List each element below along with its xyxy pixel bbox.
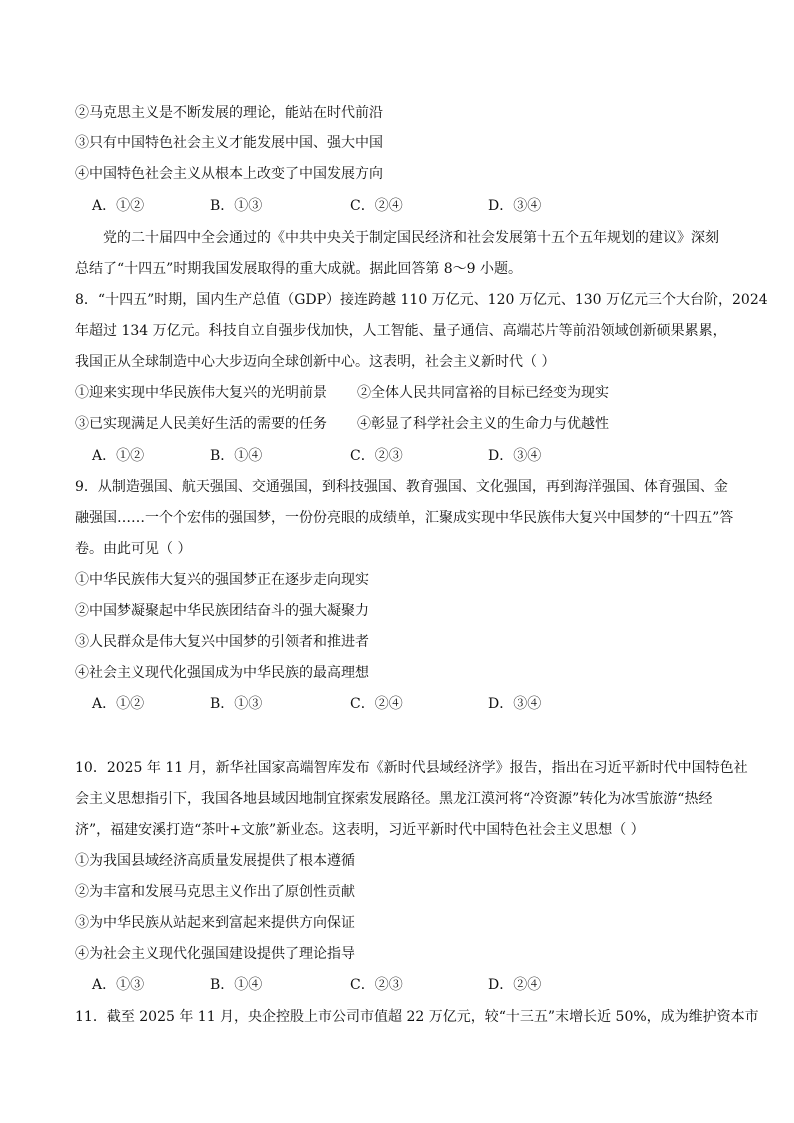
q10-stem-line-2: 会主义思想指引下，我国各地县域因地制宜探索发展路径。黑龙江漠河将“冷资源”转化为冰雪旅游“热经 bbox=[75, 791, 713, 807]
q9-choice-c: C．②④ bbox=[350, 696, 403, 712]
q8-choice-a: A．①② bbox=[92, 448, 145, 464]
q9-choice-b: B．①③ bbox=[210, 696, 263, 712]
q9-stem-line-3: 卷。由此可见（ ） bbox=[75, 541, 192, 557]
q9-stem-line-2: 融强国……一个个宏伟的强国梦，一份份亮眼的成绩单，汇聚成实现中华民族伟大复兴中国梦的“十四五”答 bbox=[75, 510, 734, 526]
q10-option-2: ②为丰富和发展马克思主义作出了原创性贡献 bbox=[75, 884, 355, 900]
material-intro-line-1: 党的二十届四中全会通过的《中共中央关于制定国民经济和社会发展第十五个五年规划的建议》深刻 bbox=[103, 230, 719, 246]
q7-option-4: ④中国特色社会主义从根本上改变了中国发展方向 bbox=[75, 166, 383, 182]
q10-stem-line-3: 济”，福建安溪打造“茶叶+文旅”新业态。这表明，习近平新时代中国特色社会主义思想（ ） bbox=[75, 822, 645, 838]
q9-choice-a: A．①② bbox=[92, 696, 145, 712]
q7-choice-d: D．③④ bbox=[488, 198, 542, 214]
q10-choice-a: A．①③ bbox=[92, 977, 145, 993]
q8-options-row-2 bbox=[75, 414, 739, 434]
q8-options-row-1 bbox=[75, 383, 739, 403]
q7-choice-c: C．②④ bbox=[350, 198, 403, 214]
q8-option-3: ③已实现满足人民美好生活的需要的任务 bbox=[75, 416, 327, 432]
q8-answer-choices bbox=[92, 446, 712, 466]
q7-option-2: ②马克思主义是不断发展的理论，能站在时代前沿 bbox=[75, 105, 383, 121]
material-intro-line-2: 总结了“十四五”时期我国发展取得的重大成就。据此回答第 8～9 小题。 bbox=[75, 261, 523, 277]
q9-option-2: ②中国梦凝聚起中华民族团结奋斗的强大凝聚力 bbox=[75, 603, 369, 619]
q7-answer-choices bbox=[92, 196, 712, 216]
q10-choice-b: B．①④ bbox=[210, 977, 263, 993]
q7-choice-b: B．①③ bbox=[210, 198, 263, 214]
q8-option-2: ②全体人民共同富裕的目标已经变为现实 bbox=[357, 385, 609, 401]
q8-stem-line-2: 年超过 134 万亿元。科技自立自强步伐加快，人工智能、量子通信、高端芯片等前沿领域创新硕果累累， bbox=[75, 323, 727, 339]
q8-choice-d: D．③④ bbox=[488, 448, 542, 464]
q9-answer-choices bbox=[92, 694, 712, 714]
q9-option-4: ④社会主义现代化强国成为中华民族的最高理想 bbox=[75, 665, 369, 681]
q7-option-3: ③只有中国特色社会主义才能发展中国、强大中国 bbox=[75, 135, 383, 151]
q10-answer-choices bbox=[92, 975, 712, 995]
q10-stem-line-1: 10．2025 年 11 月，新华社国家高端智库发布《新时代县域经济学》报告，指出在习近平新时代中国特色社 bbox=[75, 760, 748, 776]
q10-choice-d: D．②④ bbox=[488, 977, 542, 993]
q9-stem-line-1: 9．从制造强国、航天强国、交通强国，到科技强国、教育强国、文化强国，再到海洋强国、体育强国、金 bbox=[75, 479, 728, 495]
q9-option-3: ③人民群众是伟大复兴中国梦的引领者和推进者 bbox=[75, 634, 369, 650]
q10-option-3: ③为中华民族从站起来到富起来提供方向保证 bbox=[75, 915, 355, 931]
q11-stem-line-1: 11．截至 2025 年 11 月，央企控股上市公司市值超 22 万亿元，较“十三五”末增长近 50%，成为维护资本市 bbox=[75, 1009, 759, 1025]
q9-choice-d: D．③④ bbox=[488, 696, 542, 712]
q10-choice-c: C．②③ bbox=[350, 977, 403, 993]
q9-option-1: ①中华民族伟大复兴的强国梦正在逐步走向现实 bbox=[75, 572, 369, 588]
q8-stem-line-1: 8．“十四五”时期，国内生产总值（GDP）接连跨越 110 万亿元、120 万亿元、130 万亿元三个大台阶，2024 bbox=[75, 292, 768, 308]
q7-choice-a: A．①② bbox=[92, 198, 145, 214]
q8-stem-line-3: 我国正从全球制造中心大步迈向全球创新中心。这表明，社会主义新时代（ ） bbox=[75, 354, 556, 370]
q8-option-1: ①迎来实现中华民族伟大复兴的光明前景 bbox=[75, 385, 327, 401]
q8-option-4: ④彰显了科学社会主义的生命力与优越性 bbox=[357, 416, 609, 432]
q8-choice-b: B．①④ bbox=[210, 448, 263, 464]
q10-option-4: ④为社会主义现代化强国建设提供了理论指导 bbox=[75, 946, 355, 962]
q10-option-1: ①为我国县域经济高质量发展提供了根本遵循 bbox=[75, 853, 355, 869]
q8-choice-c: C．②③ bbox=[350, 448, 403, 464]
